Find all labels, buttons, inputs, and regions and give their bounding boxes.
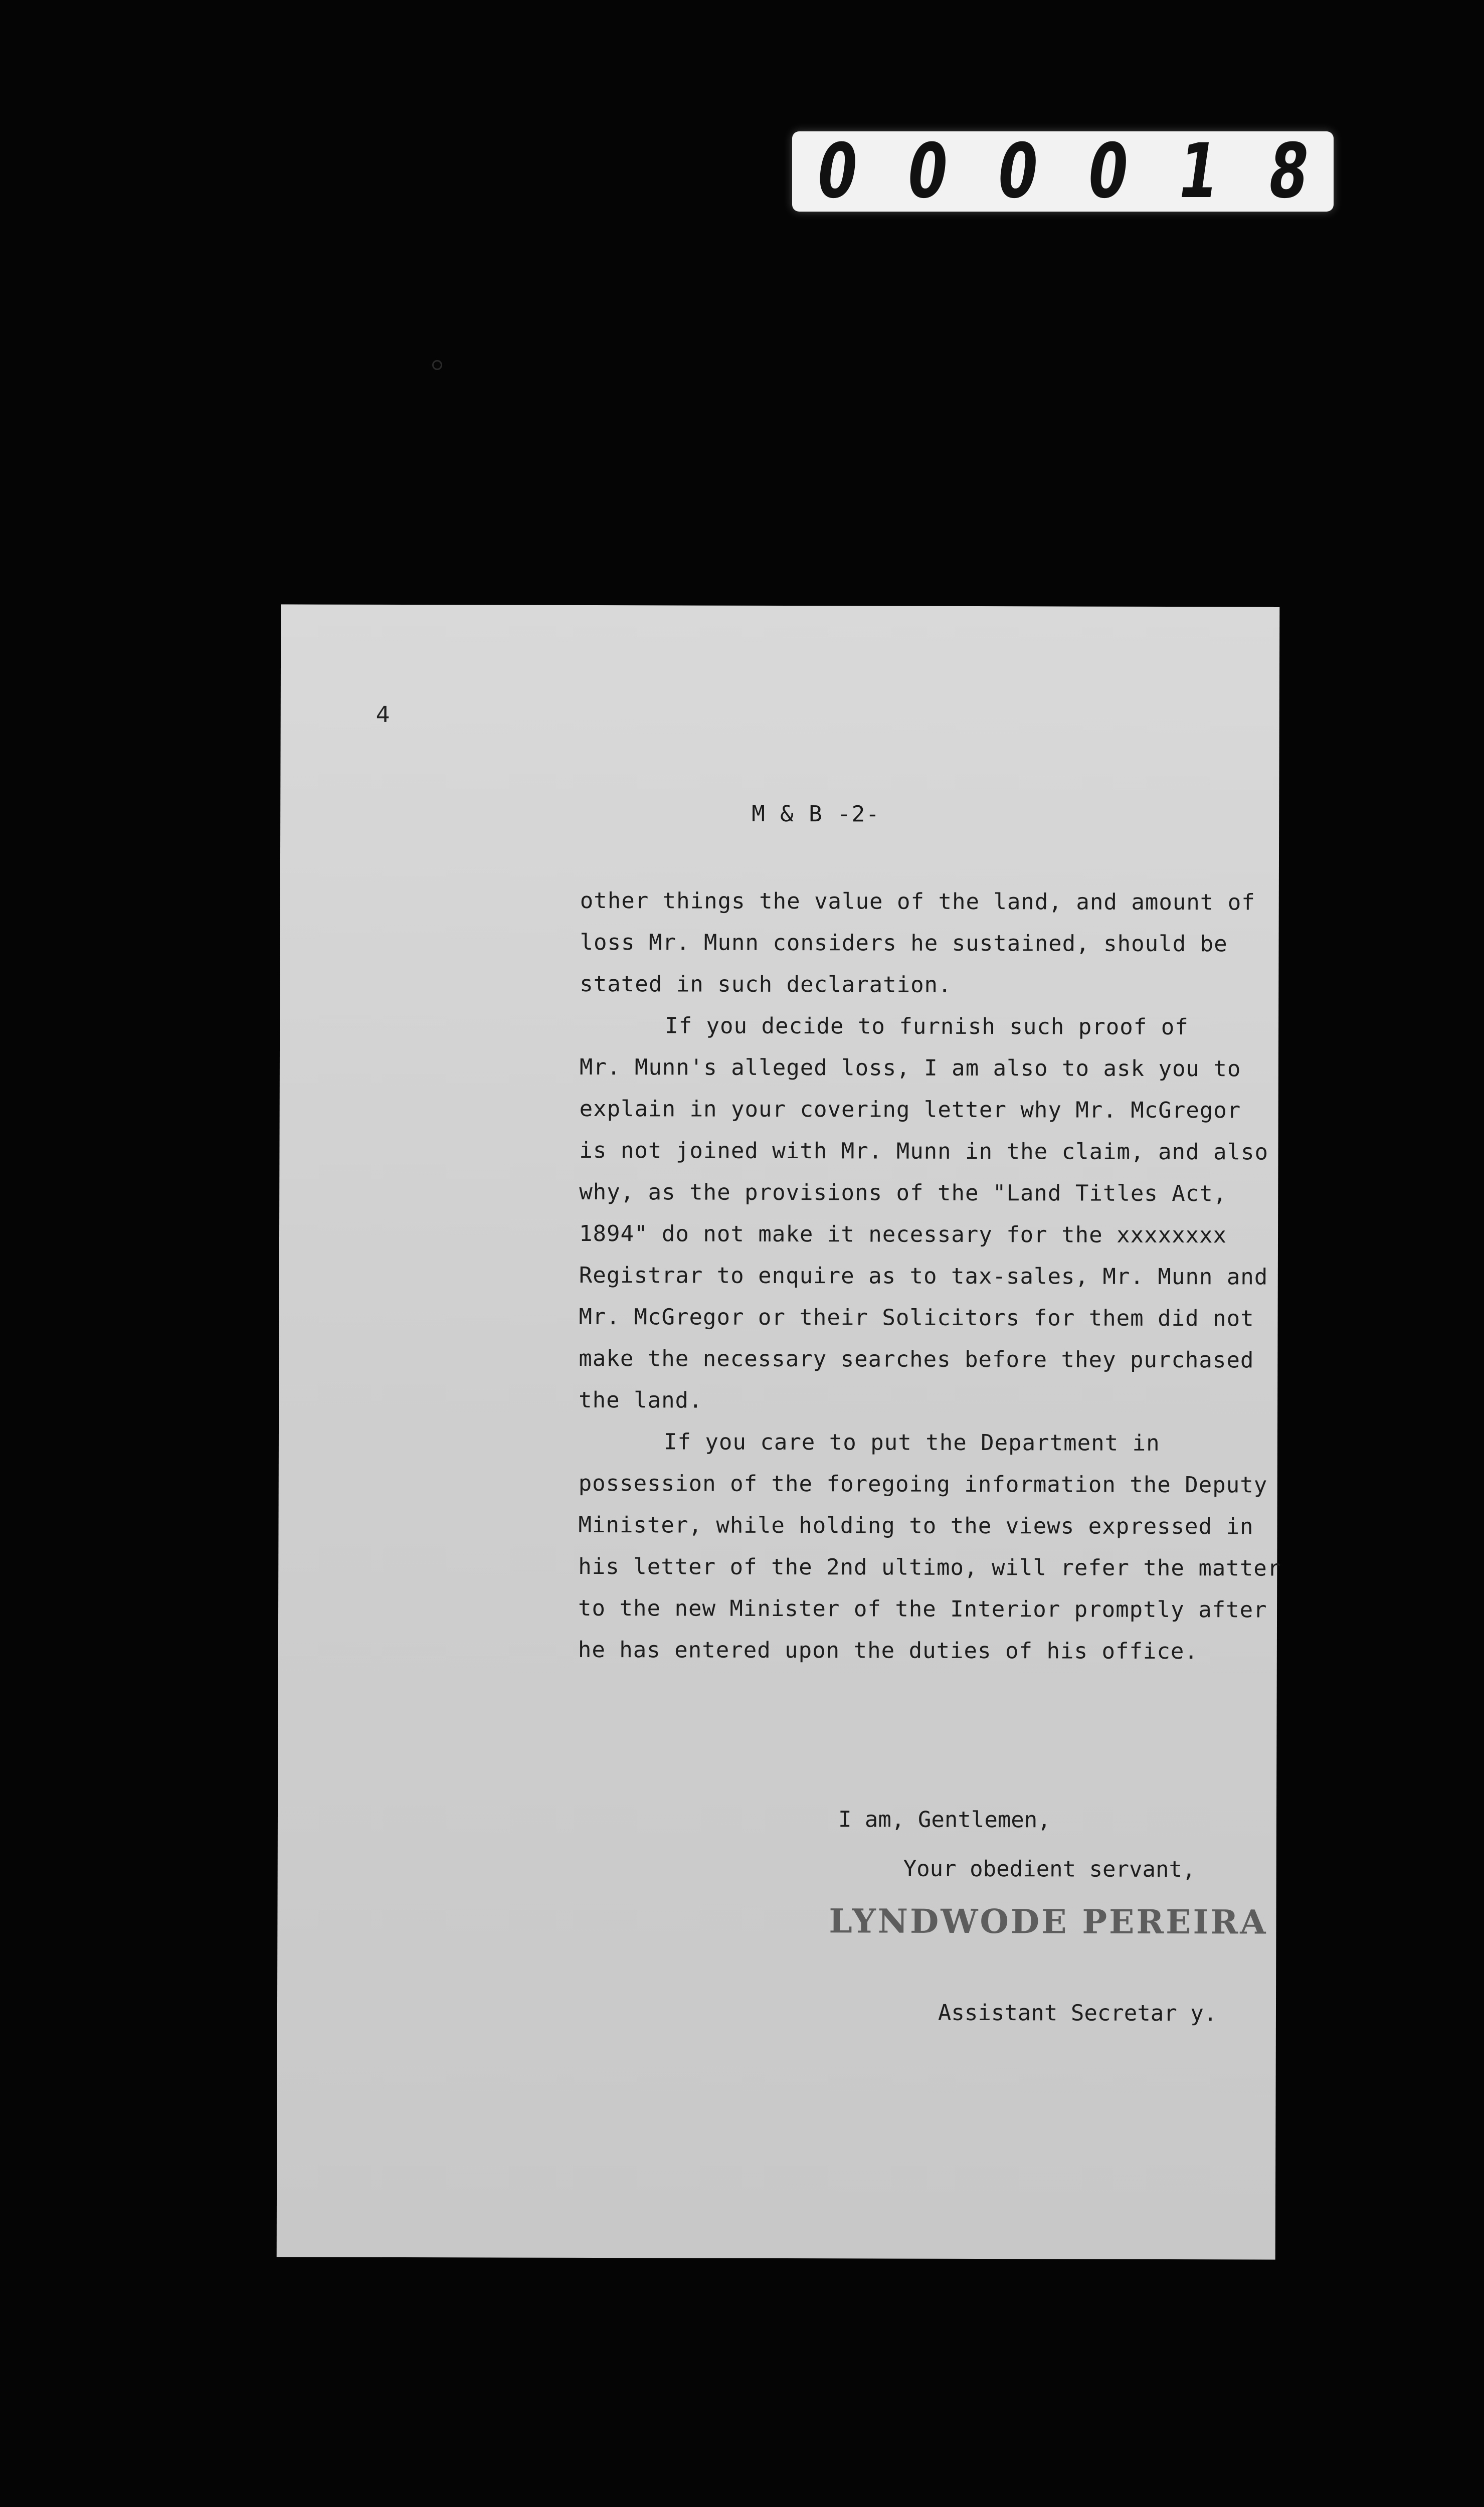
letter-line: Mr. McGregor or their Solicitors for them did not	[579, 1304, 1254, 1332]
closing-block	[838, 1795, 1196, 1894]
letter-line: other things the value of the land, and amount of	[580, 887, 1255, 916]
frame-digit: 0	[992, 128, 1044, 215]
letter-line: stated in such declaration.	[580, 971, 952, 998]
frame-digit: 0	[811, 128, 863, 215]
frame-digit: 1	[1172, 128, 1224, 215]
frame-number-plate	[792, 128, 1334, 215]
letter-line: Registrar to enquire as to tax-sales, Mr. Munn and	[579, 1262, 1268, 1290]
salutation-close: I am, Gentlemen,	[838, 1807, 1051, 1833]
page-heading: M & B -2-	[752, 801, 880, 827]
letter-line: his letter of the 2nd ultimo, will refer the matter	[578, 1553, 1281, 1581]
letter-line: If you decide to furnish such proof of	[665, 1013, 1189, 1040]
film-speck	[432, 360, 442, 370]
letter-line: to the new Minister of the Interior promptly after	[578, 1595, 1267, 1623]
letter-line: If you care to put the Department in	[663, 1429, 1160, 1456]
letter-line: 1894" do not make it necessary for the xxxxxxxx	[579, 1220, 1227, 1248]
letter-page	[277, 604, 1280, 2259]
valediction: Your obedient servant,	[903, 1856, 1196, 1883]
frame-digit: 0	[901, 128, 954, 215]
corner-mark: 4	[376, 701, 390, 728]
letter-line: why, as the provisions of the "Land Titles Act,	[579, 1179, 1227, 1207]
frame-digit: 8	[1262, 128, 1315, 215]
letter-line: loss Mr. Munn considers he sustained, should be	[580, 929, 1228, 957]
letter-line: explain in your covering letter why Mr. McGregor	[579, 1096, 1241, 1124]
letter-line: the land.	[579, 1387, 703, 1413]
letter-line: make the necessary searches before they purchased	[579, 1345, 1254, 1373]
letter-line: Minister, while holding to the views expressed in	[578, 1512, 1254, 1540]
signature-stamp: LYNDWODE PEREIRA	[829, 1901, 1268, 1942]
letter-line: he has entered upon the duties of his office.	[578, 1637, 1198, 1665]
letter-line: Mr. Munn's alleged loss, I am also to ask you to	[579, 1054, 1241, 1082]
frame-digit: 0	[1082, 128, 1134, 215]
signatory-title: Assistant Secretar y.	[938, 2000, 1217, 2027]
letter-body	[578, 880, 1281, 1673]
letter-line: possession of the foregoing information the Deputy	[578, 1470, 1268, 1498]
letter-line: is not joined with Mr. Munn in the claim, and also	[579, 1137, 1269, 1165]
